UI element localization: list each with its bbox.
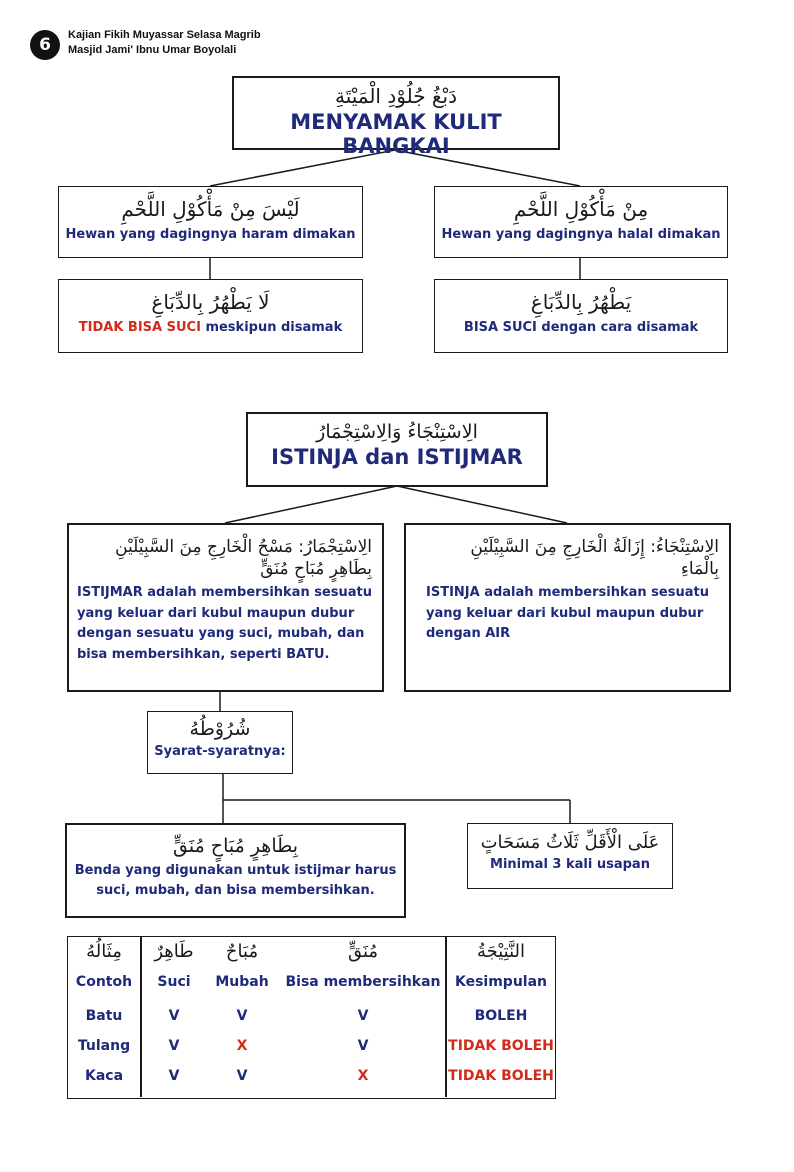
bisa-suci-arabic: يَطْهُرُ بِالدِّبَاغِ <box>530 290 632 314</box>
syarat1-desc <box>67 861 404 901</box>
row-kaca-bisa: X <box>357 1068 369 1084</box>
istijmar-desc-line: dengan sesuatu yang suci, mubah, dan <box>77 626 365 641</box>
kesimpulan-table <box>67 936 556 1099</box>
col-kesimpulan-arabic: النَّتِيْجَةُ <box>476 941 526 962</box>
page-number-badge: 6 <box>30 30 60 60</box>
row-kaca-kesimpulan: TIDAK BOLEH <box>448 1068 554 1084</box>
col-bisa-arabic: مُنَقٍّ <box>347 941 379 962</box>
row-batu-bisa: V <box>357 1008 369 1024</box>
istinja-arabic-1: الِاسْتِنْجَاءُ: إِزَالَةُ الْخَارِجِ مِنَ السَّبِيْلَيْنِ <box>470 537 719 557</box>
box-syarat <box>147 711 293 774</box>
box-tidak-bisa-suci <box>58 279 363 353</box>
title-box-menyamak <box>232 76 560 158</box>
istinja-desc-line: yang keluar dari kubul maupun dubur <box>426 605 704 621</box>
row-tulang-mubah: X <box>236 1038 248 1054</box>
col-mubah-arabic: مُبَاحٌ <box>225 941 259 962</box>
title-box-istinja <box>246 412 548 487</box>
syarat1-desc-line: suci, mubah, dan bisa membersihkan. <box>96 883 375 898</box>
box-istinja <box>404 523 731 692</box>
box-syarat-suci-mubah <box>65 823 406 918</box>
syarat2-arabic: عَلَى الْأَقَلِّ ثَلَاثُ مَسَحَاتٍ <box>480 832 660 853</box>
syarat-latin: Syarat-syaratnya: <box>154 744 286 759</box>
halal-desc: Hewan yang dagingnya halal dimakan <box>441 227 721 242</box>
row-tulang-kesimpulan: TIDAK BOLEH <box>448 1038 554 1054</box>
table-divider <box>140 937 142 1097</box>
haram-desc: Hewan yang dagingnya haram dimakan <box>65 227 356 242</box>
col-suci-label: Suci <box>157 974 191 990</box>
istijmar-arabic-1: الِاسْتِجْمَارُ: مَسْحُ الْخَارِجِ مِنَ السَّبِيْلَيْنِ <box>115 537 372 557</box>
row-kaca-mubah: V <box>236 1068 248 1084</box>
row-kaca-suci: V <box>168 1068 180 1084</box>
syarat2-desc: Minimal 3 kali usapan <box>490 857 650 872</box>
box-syarat-tiga-usapan <box>467 823 673 889</box>
istinja-title-arabic: الِاسْتِنْجَاءُ وَالِاسْتِجْمَارُ <box>316 421 478 443</box>
header-line-1: Kajian Fikih Muyassar Selasa Magrib <box>68 29 261 41</box>
box-haram-dimakan <box>58 186 363 258</box>
syarat1-desc-line: Benda yang digunakan untuk istijmar harus <box>74 863 397 878</box>
col-contoh-label: Contoh <box>75 974 133 990</box>
row-tulang-suci: V <box>168 1038 180 1054</box>
title-latin: MENYAMAK KULIT BANGKAI <box>290 110 502 158</box>
istinja-title-latin: ISTINJA dan ISTIJMAR <box>271 445 523 469</box>
col-kesimpulan-label: Kesimpulan <box>454 974 548 990</box>
syarat-arabic: شُرُوْطُهُ <box>189 718 251 740</box>
title-arabic: دَبْغُ جُلُوْدِ الْمَيْتَةِ <box>334 84 458 108</box>
istinja-desc-line: ISTINJA adalah membersihkan sesuatu <box>426 585 709 600</box>
tidak-suci-desc <box>59 320 362 335</box>
header-line-2: Masjid Jami' Ibnu Umar Boyolali <box>68 44 237 56</box>
row-batu-suci: V <box>168 1008 180 1024</box>
row-tulang-contoh: Tulang <box>77 1038 131 1054</box>
box-istijmar <box>67 523 384 692</box>
syarat1-arabic: بِطَاهِرٍ مُبَاحٍ مُنَقٍّ <box>173 835 298 857</box>
row-tulang-bisa: V <box>357 1038 369 1054</box>
istijmar-desc-line: bisa membersihkan, seperti BATU. <box>77 646 330 662</box>
box-halal-dimakan <box>434 186 728 258</box>
row-batu-kesimpulan: BOLEH <box>474 1008 528 1024</box>
col-mubah-label: Mubah <box>215 974 269 990</box>
bisa-suci-desc: BISA SUCI dengan cara disamak <box>463 320 699 335</box>
istijmar-desc <box>77 583 376 665</box>
row-batu-mubah: V <box>236 1008 248 1024</box>
haram-arabic: لَيْسَ مِنْ مَأْكُوْلِ اللَّحْمِ <box>121 197 300 221</box>
istijmar-arabic-2: بِطَاهِرٍ مُبَاحٍ مُنَقٍّ <box>260 559 372 579</box>
col-contoh-arabic: مِثَالُهُ <box>86 941 122 962</box>
istijmar-desc-line: ISTIJMAR adalah membersihkan sesuatu <box>77 585 373 600</box>
istinja-desc <box>426 583 723 645</box>
halal-arabic: مِنْ مَأْكُوْلِ اللَّحْمِ <box>513 197 649 221</box>
box-bisa-suci <box>434 279 728 353</box>
col-suci-arabic: طَاهِرٌ <box>154 941 194 962</box>
row-batu-contoh: Batu <box>85 1008 123 1024</box>
istinja-arabic-2: بِالْمَاءِ <box>680 559 719 579</box>
istijmar-desc-line: yang keluar dari kubul maupun dubur <box>77 605 355 621</box>
tidak-suci-red: TIDAK BISA SUCI <box>78 320 201 335</box>
row-kaca-contoh: Kaca <box>84 1068 124 1084</box>
istinja-desc-line: dengan AIR <box>426 626 511 641</box>
tidak-suci-rest: meskipun disamak <box>200 320 343 335</box>
tidak-suci-arabic: لَا يَطْهُرُ بِالدِّبَاغِ <box>151 290 270 314</box>
col-bisa-label: Bisa membersihkan <box>285 974 441 990</box>
